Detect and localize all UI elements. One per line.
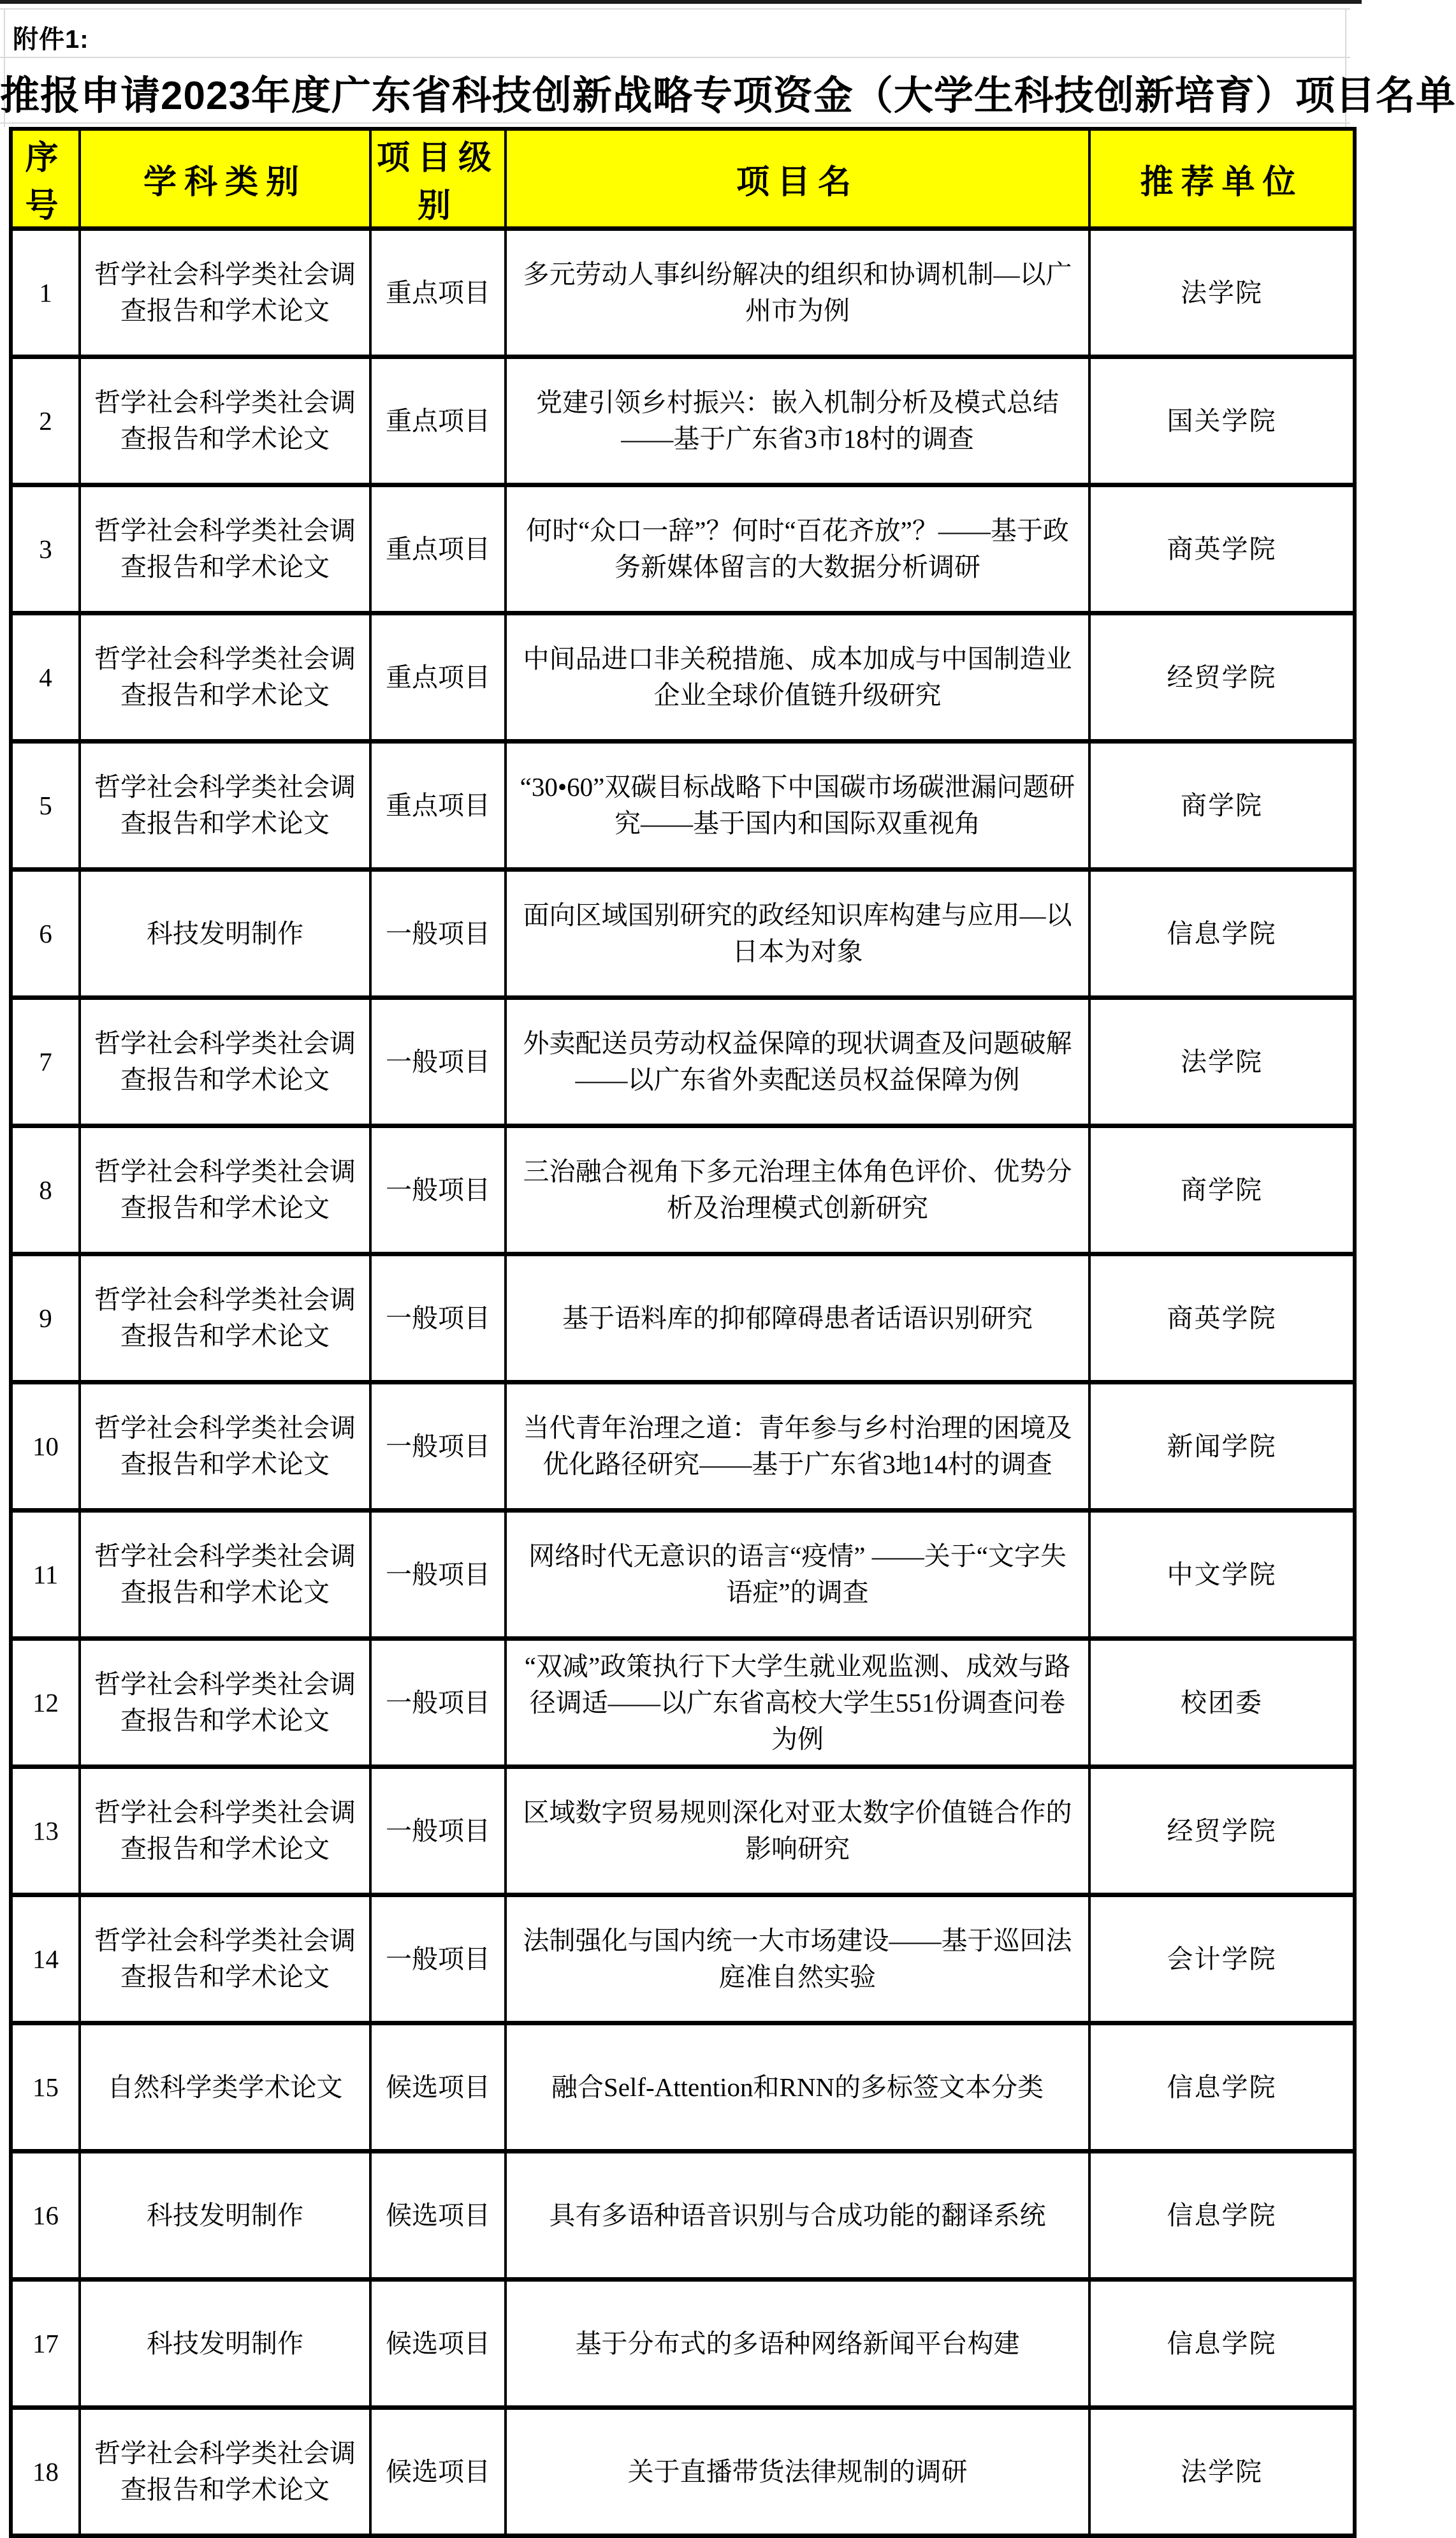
- cell-category: 哲学社会科学类社会调查报告和学术论文: [80, 613, 370, 742]
- cell-category: 科技发明制作: [80, 2280, 370, 2408]
- table-row: [11, 1126, 1355, 1254]
- cell-index: 4: [11, 613, 80, 742]
- cell-index: 14: [11, 1895, 80, 2023]
- cell-category: 哲学社会科学类社会调查报告和学术论文: [80, 1895, 370, 2023]
- cell-level: 一般项目: [370, 1767, 506, 1895]
- cell-level: 重点项目: [370, 229, 506, 357]
- cell-level: 一般项目: [370, 1254, 506, 1383]
- cell-category: 哲学社会科学类社会调查报告和学术论文: [80, 229, 370, 357]
- cell-recommending-unit: 信息学院: [1089, 870, 1355, 998]
- table-row: [11, 998, 1355, 1126]
- table-row: [11, 229, 1355, 357]
- cell-level: 一般项目: [370, 1639, 506, 1767]
- cell-level: 重点项目: [370, 742, 506, 870]
- cell-project-name: 多元劳动人事纠纷解决的组织和协调机制—以广州市为例: [506, 229, 1089, 357]
- cell-index: 16: [11, 2152, 80, 2280]
- cell-project-name: 法制强化与国内统一大市场建设——基于巡回法庭准自然实验: [506, 1895, 1089, 2023]
- col-header-category: 学科类别: [80, 129, 370, 229]
- cell-project-name: 何时“众口一辞”？何时“百花齐放”？——基于政务新媒体留言的大数据分析调研: [506, 485, 1089, 613]
- col-header-recommending-unit: 推荐单位: [1089, 129, 1355, 229]
- cell-level: 一般项目: [370, 1126, 506, 1254]
- cell-index: 1: [11, 229, 80, 357]
- sheet-gridline-horizontal: [0, 8, 1350, 10]
- table-row: [11, 742, 1355, 870]
- table-row: [11, 1254, 1355, 1383]
- col-header-index: 序号: [11, 129, 80, 229]
- table-row: [11, 2280, 1355, 2408]
- cell-index: 3: [11, 485, 80, 613]
- table-row: [11, 870, 1355, 998]
- col-header-project-name: 项目名: [506, 129, 1089, 229]
- cell-project-name: 面向区域国别研究的政经知识库构建与应用—以日本为对象: [506, 870, 1089, 998]
- cell-index: 9: [11, 1254, 80, 1383]
- cell-index: 13: [11, 1767, 80, 1895]
- cell-level: 重点项目: [370, 357, 506, 485]
- cell-level: 一般项目: [370, 998, 506, 1126]
- table-header-row: [11, 129, 1355, 229]
- table-row: [11, 2408, 1355, 2536]
- cell-recommending-unit: 法学院: [1089, 2408, 1355, 2536]
- sheet-gridline-horizontal: [0, 57, 1350, 58]
- projects-table: [9, 127, 1357, 2538]
- cell-category: 哲学社会科学类社会调查报告和学术论文: [80, 1383, 370, 1511]
- cell-recommending-unit: 经贸学院: [1089, 613, 1355, 742]
- cell-index: 6: [11, 870, 80, 998]
- table-row: [11, 1639, 1355, 1767]
- table-row: [11, 357, 1355, 485]
- cell-project-name: 当代青年治理之道：青年参与乡村治理的困境及优化路径研究——基于广东省3地14村的调查: [506, 1383, 1089, 1511]
- cell-level: 候选项目: [370, 2152, 506, 2280]
- cell-category: 哲学社会科学类社会调查报告和学术论文: [80, 1639, 370, 1767]
- cell-category: 哲学社会科学类社会调查报告和学术论文: [80, 998, 370, 1126]
- cell-level: 重点项目: [370, 485, 506, 613]
- cell-index: 8: [11, 1126, 80, 1254]
- sheet-gridline-horizontal: [0, 122, 1350, 124]
- table-row: [11, 1511, 1355, 1639]
- table-row: [11, 485, 1355, 613]
- cell-recommending-unit: 信息学院: [1089, 2023, 1355, 2152]
- cell-category: 哲学社会科学类社会调查报告和学术论文: [80, 1126, 370, 1254]
- cell-project-name: 网络时代无意识的语言“疫情” ——关于“文字失语症”的调查: [506, 1511, 1089, 1639]
- cell-recommending-unit: 信息学院: [1089, 2152, 1355, 2280]
- cell-project-name: 关于直播带货法律规制的调研: [506, 2408, 1089, 2536]
- cell-project-name: 中间品进口非关税措施、成本加成与中国制造业企业全球价值链升级研究: [506, 613, 1089, 742]
- cell-category: 哲学社会科学类社会调查报告和学术论文: [80, 357, 370, 485]
- cell-level: 候选项目: [370, 2408, 506, 2536]
- cell-project-name: 三治融合视角下多元治理主体角色评价、优势分析及治理模式创新研究: [506, 1126, 1089, 1254]
- cell-index: 12: [11, 1639, 80, 1767]
- cell-project-name: “30•60”双碳目标战略下中国碳市场碳泄漏问题研究——基于国内和国际双重视角: [506, 742, 1089, 870]
- cell-index: 11: [11, 1511, 80, 1639]
- col-header-level: 项目级别: [370, 129, 506, 229]
- cell-project-name: 区域数字贸易规则深化对亚太数字价值链合作的影响研究: [506, 1767, 1089, 1895]
- cell-category: 哲学社会科学类社会调查报告和学术论文: [80, 1254, 370, 1383]
- cell-level: 一般项目: [370, 1383, 506, 1511]
- cell-level: 候选项目: [370, 2280, 506, 2408]
- cell-index: 5: [11, 742, 80, 870]
- table-row: [11, 1895, 1355, 2023]
- cell-level: 一般项目: [370, 870, 506, 998]
- cell-recommending-unit: 信息学院: [1089, 2280, 1355, 2408]
- cell-recommending-unit: 法学院: [1089, 229, 1355, 357]
- cell-recommending-unit: 校团委: [1089, 1639, 1355, 1767]
- cell-recommending-unit: 经贸学院: [1089, 1767, 1355, 1895]
- cell-recommending-unit: 会计学院: [1089, 1895, 1355, 2023]
- cell-level: 一般项目: [370, 1511, 506, 1639]
- cell-recommending-unit: 商英学院: [1089, 485, 1355, 613]
- cell-project-name: 基于分布式的多语种网络新闻平台构建: [506, 2280, 1089, 2408]
- table-body: [11, 229, 1355, 2536]
- cell-recommending-unit: 法学院: [1089, 998, 1355, 1126]
- cell-project-name: 具有多语种语音识别与合成功能的翻译系统: [506, 2152, 1089, 2280]
- cell-category: 哲学社会科学类社会调查报告和学术论文: [80, 485, 370, 613]
- cell-category: 科技发明制作: [80, 2152, 370, 2280]
- cell-project-name: 党建引领乡村振兴：嵌入机制分析及模式总结——基于广东省3市18村的调查: [506, 357, 1089, 485]
- cell-project-name: 基于语料库的抑郁障碍患者话语识别研究: [506, 1254, 1089, 1383]
- cell-category: 哲学社会科学类社会调查报告和学术论文: [80, 2408, 370, 2536]
- attachment-label: 附件1:: [13, 26, 89, 54]
- cell-index: 2: [11, 357, 80, 485]
- cell-category: 科技发明制作: [80, 870, 370, 998]
- cell-category: 哲学社会科学类社会调查报告和学术论文: [80, 1511, 370, 1639]
- table-row: [11, 1383, 1355, 1511]
- table-row: [11, 613, 1355, 742]
- cell-index: 17: [11, 2280, 80, 2408]
- cell-recommending-unit: 国关学院: [1089, 357, 1355, 485]
- window-top-edge: [0, 0, 1362, 4]
- cell-level: 一般项目: [370, 1895, 506, 2023]
- cell-index: 10: [11, 1383, 80, 1511]
- cell-recommending-unit: 新闻学院: [1089, 1383, 1355, 1511]
- cell-category: 自然科学类学术论文: [80, 2023, 370, 2152]
- cell-recommending-unit: 中文学院: [1089, 1511, 1355, 1639]
- cell-recommending-unit: 商学院: [1089, 742, 1355, 870]
- cell-project-name: 外卖配送员劳动权益保障的现状调查及问题破解——以广东省外卖配送员权益保障为例: [506, 998, 1089, 1126]
- cell-index: 7: [11, 998, 80, 1126]
- cell-recommending-unit: 商学院: [1089, 1126, 1355, 1254]
- page-title: 推报申请2023年度广东省科技创新战略专项资金（大学生科技创新培育）项目名单: [0, 74, 1456, 118]
- cell-index: 15: [11, 2023, 80, 2152]
- table-row: [11, 1767, 1355, 1895]
- cell-category: 哲学社会科学类社会调查报告和学术论文: [80, 1767, 370, 1895]
- cell-category: 哲学社会科学类社会调查报告和学术论文: [80, 742, 370, 870]
- cell-level: 候选项目: [370, 2023, 506, 2152]
- cell-project-name: “双减”政策执行下大学生就业观监测、成效与路径调适——以广东省高校大学生551份调查问卷为例: [506, 1639, 1089, 1767]
- cell-recommending-unit: 商英学院: [1089, 1254, 1355, 1383]
- cell-level: 重点项目: [370, 613, 506, 742]
- cell-project-name: 融合Self-Attention和RNN的多标签文本分类: [506, 2023, 1089, 2152]
- cell-index: 18: [11, 2408, 80, 2536]
- table-row: [11, 2152, 1355, 2280]
- table-row: [11, 2023, 1355, 2152]
